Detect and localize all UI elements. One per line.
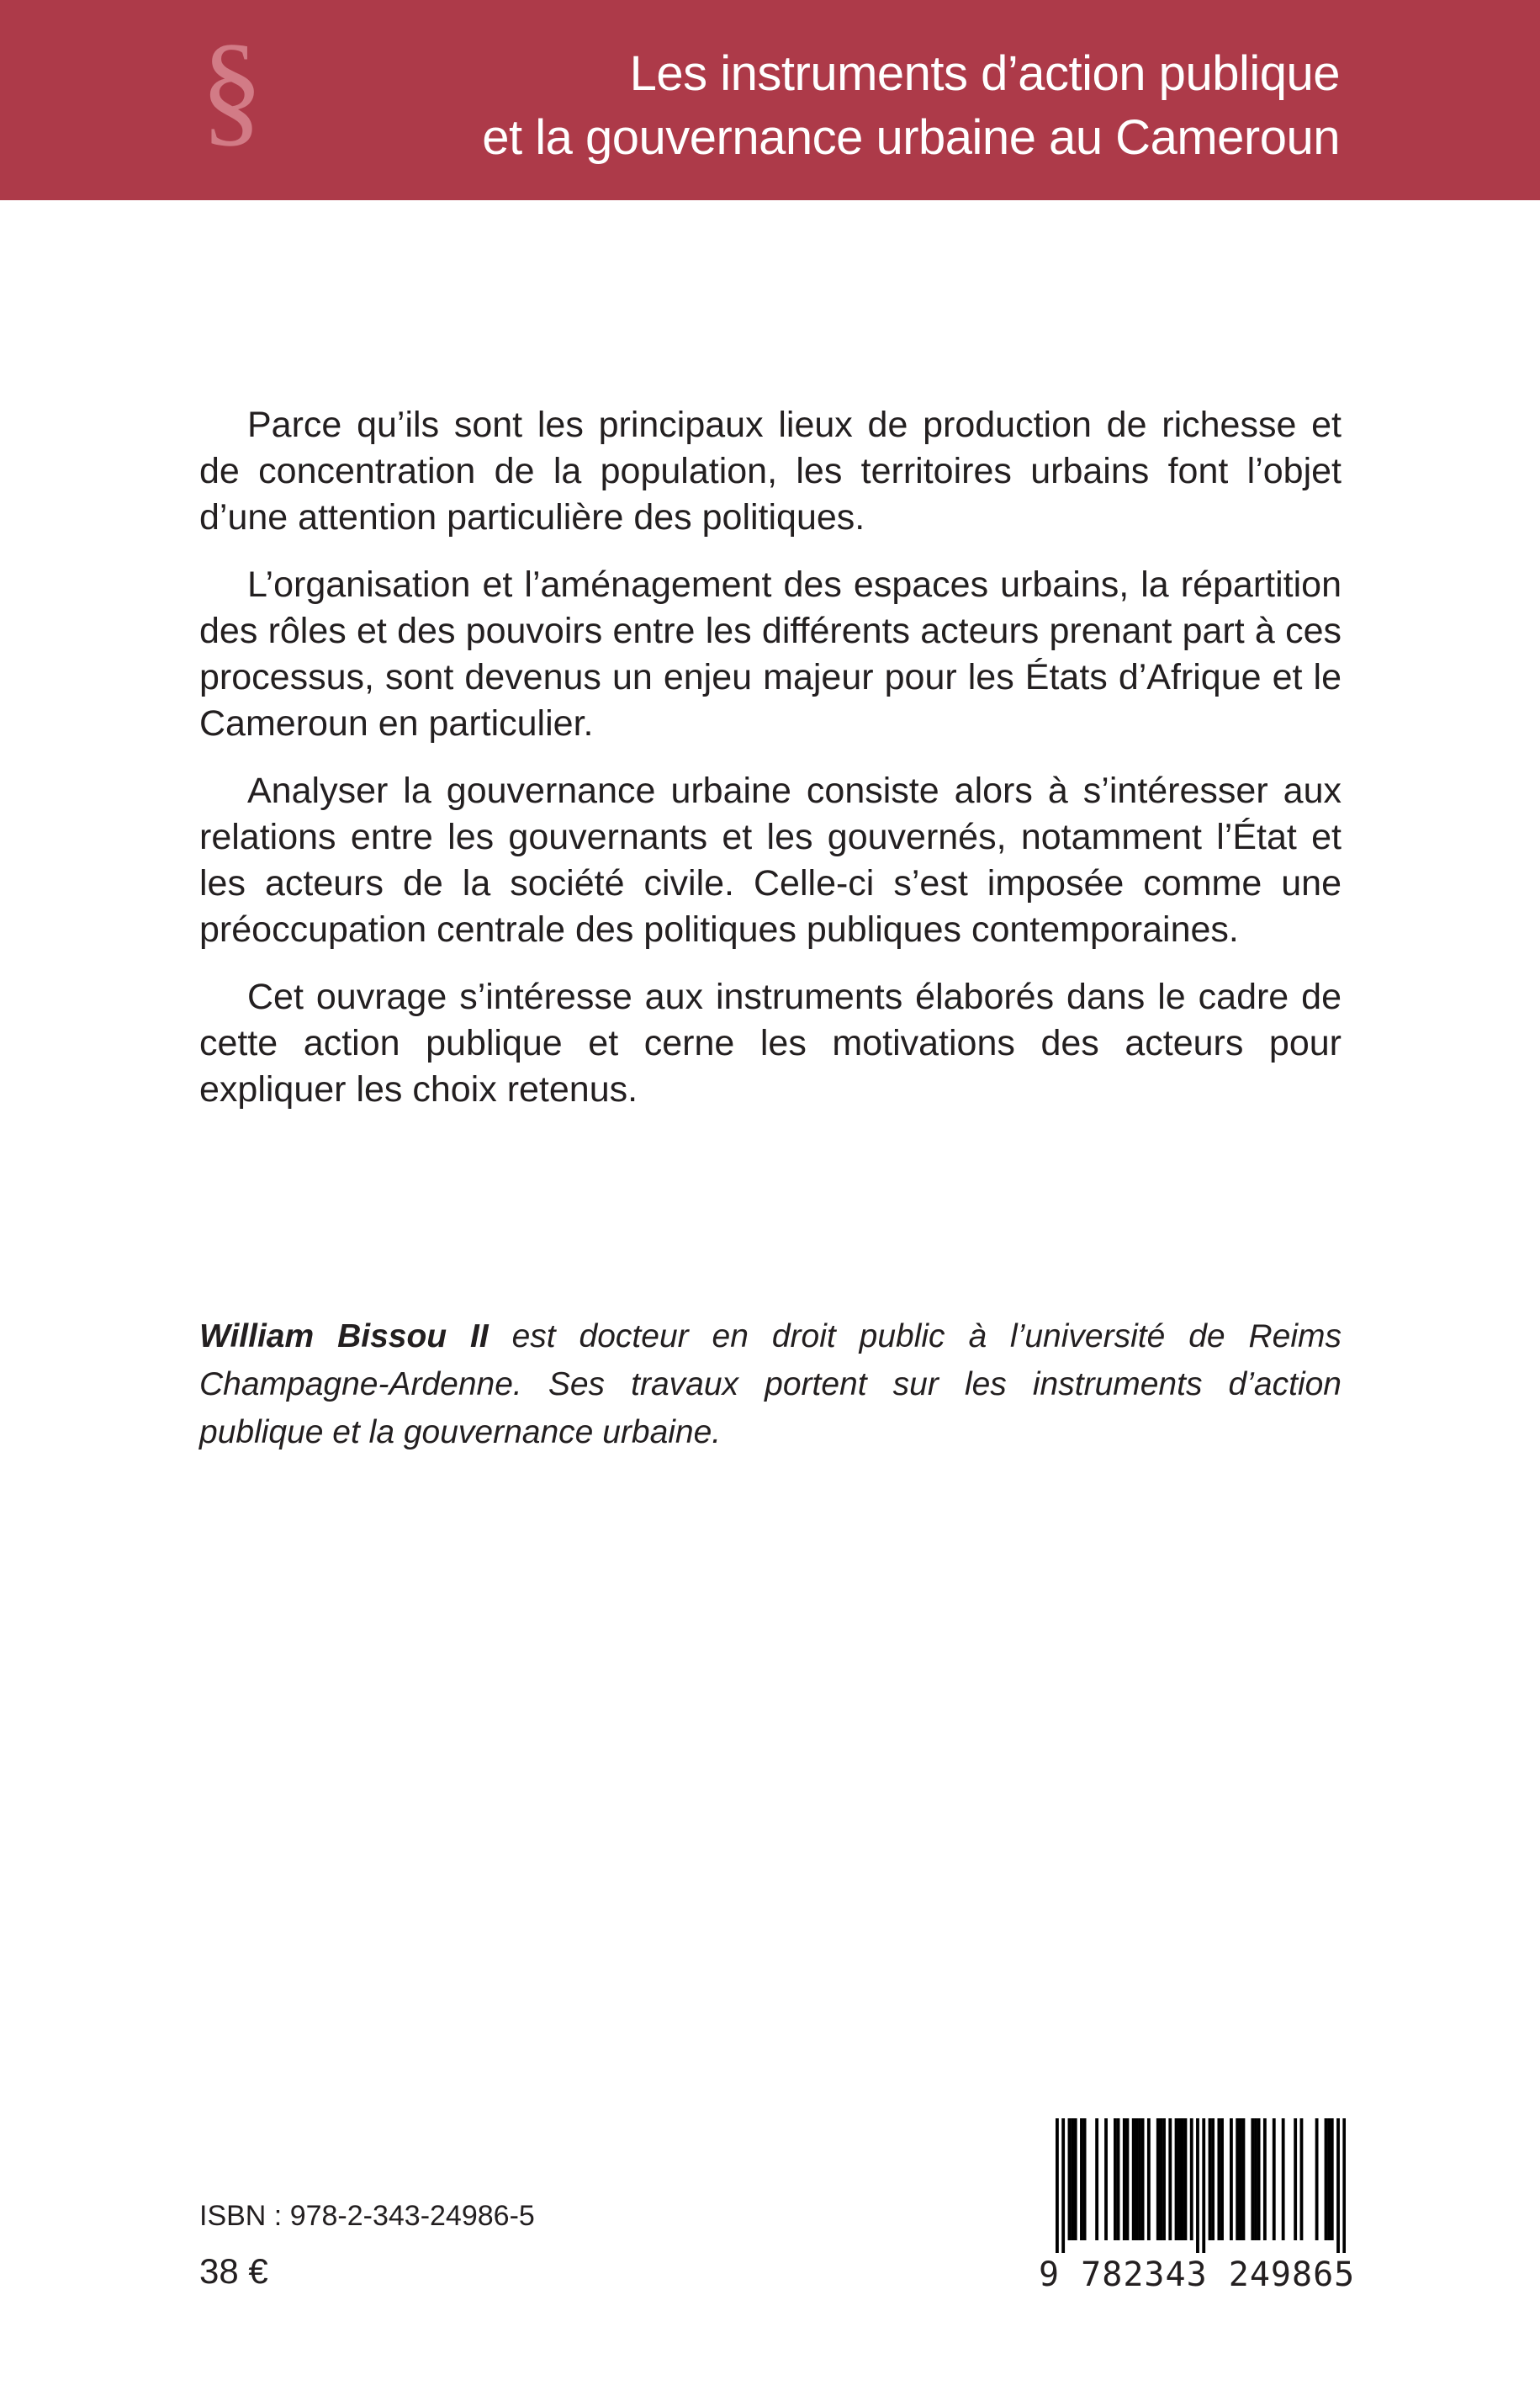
barcode-bar bbox=[1220, 2118, 1224, 2240]
blurb-paragraph: L’organisation et l’aménagement des espaces urbains, la répartition des rôles et des pouvoirs entre les différents acteurs prenant part à ces processus, sont devenus un enjeu majeur pour les États d’Afrique et le Cameroun en particulier. bbox=[199, 564, 1342, 744]
barcode-bar bbox=[1300, 2118, 1304, 2240]
barcode-bar bbox=[1294, 2118, 1297, 2240]
barcode-bar bbox=[1068, 2118, 1072, 2240]
author-name: William Bissou II bbox=[199, 1318, 489, 1354]
barcode-bar bbox=[1282, 2118, 1285, 2240]
barcode-bar bbox=[1141, 2118, 1145, 2240]
barcode-bar bbox=[1327, 2118, 1331, 2240]
barcode-bar bbox=[1074, 2118, 1077, 2240]
barcode-bars bbox=[1056, 2118, 1346, 2253]
barcode-bar bbox=[1315, 2118, 1319, 2240]
barcode-bar bbox=[1117, 2118, 1120, 2240]
blurb-paragraph: Analyser la gouvernance urbaine consiste alors à s’intéresser aux relations entre les gouvernants et les gouvernés, notamment l’État et les acteurs de la société civile. Celle-ci s’est imposée comme une préoccupation centrale des politiques publiques contemporaines. bbox=[199, 771, 1342, 950]
barcode-bar bbox=[1138, 2118, 1141, 2240]
barcode-bar bbox=[1177, 2118, 1181, 2240]
barcode-bar bbox=[1202, 2118, 1205, 2253]
barcode-bar bbox=[1135, 2118, 1138, 2240]
barcode-bar bbox=[1132, 2118, 1135, 2240]
barcode-bar bbox=[1156, 2118, 1160, 2240]
isbn: ISBN : 978-2-343-24986-5 bbox=[199, 2200, 535, 2232]
barcode-bar bbox=[1342, 2118, 1346, 2253]
barcode-bar bbox=[1061, 2118, 1065, 2253]
barcode-bar bbox=[1209, 2118, 1212, 2240]
barcode-bar bbox=[1168, 2118, 1172, 2240]
barcode-bar bbox=[1273, 2118, 1276, 2240]
barcode-bar bbox=[1230, 2118, 1233, 2240]
barcode-bar bbox=[1239, 2118, 1242, 2240]
barcode-bar bbox=[1190, 2118, 1193, 2240]
blurb-paragraph: Cet ouvrage s’intéresse aux instruments élaborés dans le cadre de cette action publique et cerne les motivations des acteurs pour expliquer les choix retenus. bbox=[199, 977, 1342, 1110]
barcode-bar bbox=[1123, 2118, 1126, 2240]
barcode-bar bbox=[1159, 2118, 1162, 2240]
back-cover-blurb bbox=[199, 402, 1342, 1134]
barcode-bar bbox=[1331, 2118, 1334, 2240]
barcode-bar bbox=[1162, 2118, 1166, 2240]
barcode-bar bbox=[1257, 2118, 1261, 2240]
barcode-bar bbox=[1104, 2118, 1108, 2240]
barcode-number: 9 782343 249865 bbox=[1039, 2255, 1356, 2294]
barcode-bar bbox=[1211, 2118, 1215, 2240]
barcode-bar bbox=[1196, 2118, 1199, 2253]
price: 38 € bbox=[199, 2251, 268, 2291]
section-mark-logo: § bbox=[200, 19, 263, 158]
barcode-bar bbox=[1083, 2118, 1087, 2240]
book-title-line-2: et la gouvernance urbaine au Cameroun bbox=[482, 110, 1340, 165]
book-title-line-1: Les instruments d’action publique bbox=[629, 46, 1340, 101]
barcode-bar bbox=[1147, 2118, 1151, 2240]
barcode-bar bbox=[1175, 2118, 1178, 2240]
barcode-bar bbox=[1242, 2118, 1246, 2240]
barcode-bar bbox=[1184, 2118, 1188, 2240]
barcode-bar bbox=[1056, 2118, 1059, 2253]
barcode-bar bbox=[1236, 2118, 1239, 2240]
book-title bbox=[482, 42, 1340, 170]
header-band bbox=[0, 0, 1540, 200]
barcode-bar bbox=[1071, 2118, 1074, 2240]
barcode-bar bbox=[1254, 2118, 1257, 2240]
barcode-bar bbox=[1217, 2118, 1220, 2240]
author-bio bbox=[199, 1312, 1342, 1456]
barcode-bar bbox=[1181, 2118, 1184, 2240]
barcode-bar bbox=[1336, 2118, 1340, 2253]
barcode-bar bbox=[1080, 2118, 1083, 2240]
barcode-bar bbox=[1263, 2118, 1267, 2240]
barcode-bar bbox=[1325, 2118, 1328, 2240]
barcode-bar bbox=[1126, 2118, 1130, 2240]
barcode-bar bbox=[1095, 2118, 1098, 2240]
blurb-paragraph: Parce qu’ils sont les principaux lieux de production de richesse et de concentration de la population, les territoires urbains font l’objet d’une attention particulière des politiques. bbox=[199, 405, 1342, 538]
author-bio-text: est docteur en droit public à l’université de Reims Champagne-Ardenne. Ses travaux portent sur les instruments d’action publique et la gouvernance urbaine. bbox=[199, 1318, 1342, 1450]
barcode-bar bbox=[1114, 2118, 1117, 2240]
barcode-bar bbox=[1251, 2118, 1254, 2240]
